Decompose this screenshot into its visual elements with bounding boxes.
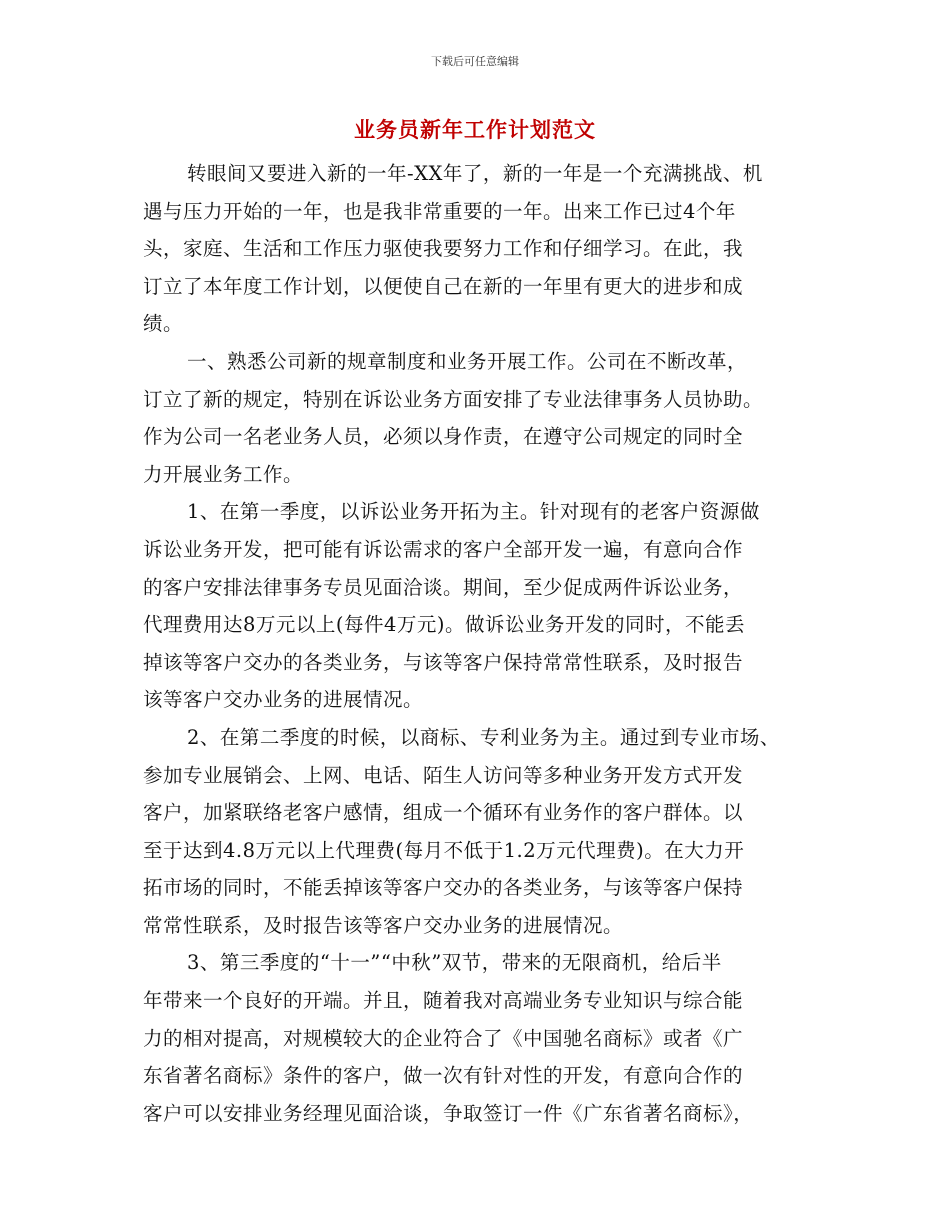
text-line: 订立了新的规定，特别在诉讼业务方面安排了专业法律事务人员协助。	[143, 387, 764, 411]
text-line: 客户，加紧联络老客户感情，组成一个循环有业务作的客户群体。以	[143, 801, 744, 825]
document-title: 业务员新年工作计划范文	[354, 118, 596, 142]
text-line: 作为公司一名老业务人员，必须以身作责，在遵守公司规定的同时全	[143, 425, 744, 449]
text-line: 一、熟悉公司新的规章制度和业务开展工作。公司在不断改革，	[187, 349, 748, 373]
text-line: 东省著名商标》条件的客户，做一次有针对性的开发，有意向合作的	[143, 1064, 744, 1088]
text-line: 常常性联系，及时报告该等客户交办业务的进展情况。	[143, 913, 624, 937]
text-line: 力开展业务工作。	[143, 462, 304, 486]
text-line: 1、在第一季度，以诉讼业务开拓为主。针对现有的老客户资源做	[187, 500, 760, 524]
text-line: 头，家庭、生活和工作压力驱使我要努力工作和仔细学习。在此，我	[143, 237, 744, 261]
text-line: 力的相对提高，对规模较大的企业符合了《中国驰名商标》或者《广	[143, 1026, 744, 1050]
text-line: 至于达到4.8万元以上代理费(每月不低于1.2万元代理费)。在大力开	[143, 838, 745, 862]
text-line: 绩。	[143, 312, 184, 336]
text-line: 转眼间又要进入新的一年-XX年了，新的一年是一个充满挑战、机	[187, 162, 763, 185]
text-line: 的客户安排法律事务专员见面洽谈。期间，至少促成两件诉讼业务，	[143, 575, 744, 599]
text-line: 订立了本年度工作计划，以便使自己在新的一年里有更大的进步和成	[143, 274, 744, 298]
text-line: 代理费用达8万元以上(每件4万元)。做诉讼业务开发的同时，不能丢	[143, 613, 746, 637]
text-line: 客户可以安排业务经理见面洽谈，争取签订一件《广东省著名商标》，	[143, 1101, 754, 1125]
text-line: 年带来一个良好的开端。并且，随着我对高端业务专业知识与综合能	[143, 989, 744, 1013]
document-body	[143, 160, 813, 1137]
text-line: 掉该等客户交办的各类业务，与该等客户保持常常性联系，及时报告	[143, 650, 744, 674]
text-line: 遇与压力开始的一年，也是我非常重要的一年。出来工作已过4个年	[143, 199, 736, 223]
page-header: 下载后可任意编辑	[431, 55, 519, 68]
text-line: 参加专业展销会、上网、电话、陌生人访问等多种业务开发方式开发	[143, 763, 744, 787]
text-line: 拓市场的同时，不能丢掉该等客户交办的各类业务，与该等客户保持	[143, 876, 744, 900]
text-line: 该等客户交办业务的进展情况。	[143, 688, 424, 712]
text-line: 2、在第二季度的时候，以商标、专利业务为主。通过到专业市场、	[187, 725, 780, 749]
text-line: 诉讼业务开发，把可能有诉讼需求的客户全部开发一遍，有意向合作	[143, 537, 744, 561]
text-line: 3、第三季度的“十一”“中秋”双节，带来的无限商机，给后半	[187, 951, 722, 975]
